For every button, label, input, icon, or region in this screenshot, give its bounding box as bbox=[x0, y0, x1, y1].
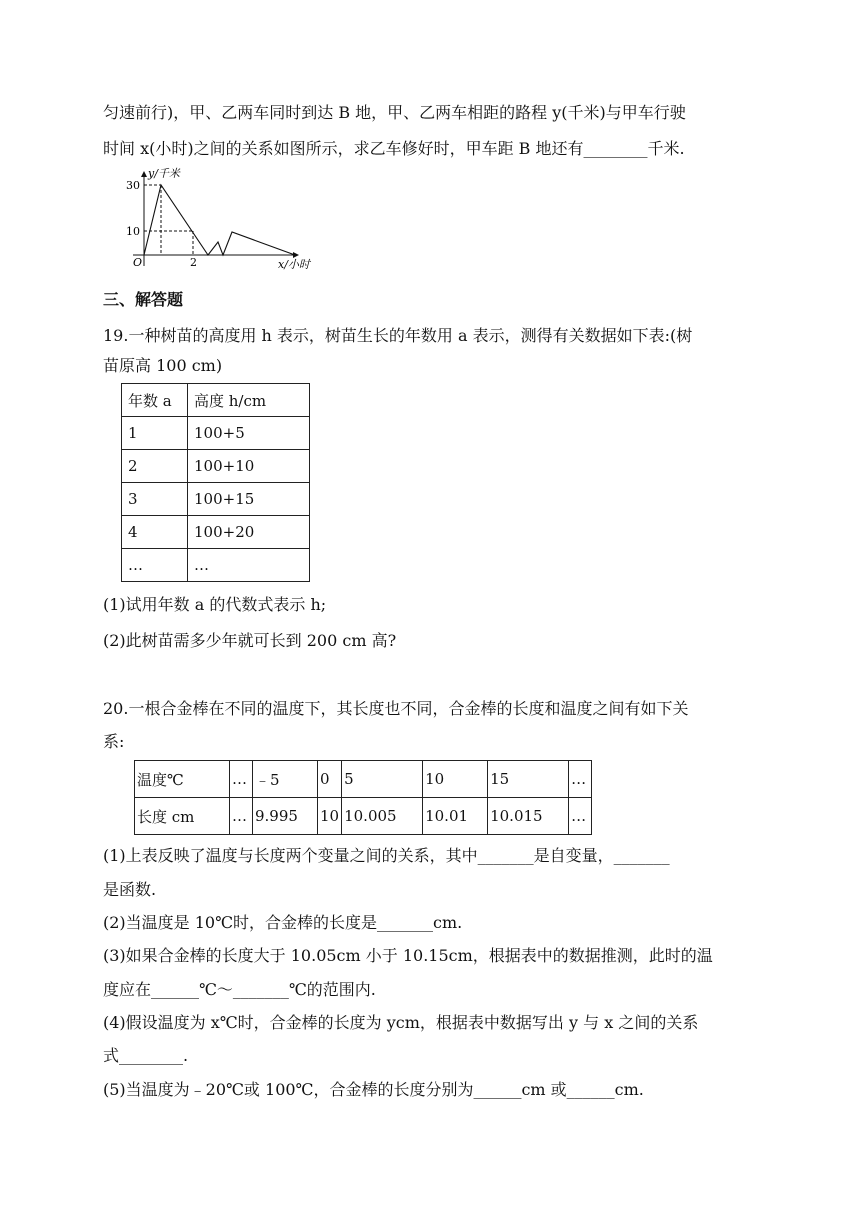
q19-line1: 19.一种树苗的高度用 h 表示，树苗生长的年数用 a 表示，测得有关数据如下表:(树 bbox=[103, 326, 693, 345]
table-cell: 10 bbox=[423, 761, 488, 798]
table-cell: 5 bbox=[342, 761, 423, 798]
table-cell: … bbox=[230, 761, 253, 798]
table-row-length bbox=[135, 798, 592, 835]
table-cell: 15 bbox=[488, 761, 569, 798]
table-cell: … bbox=[188, 549, 310, 582]
alloy-length-table bbox=[134, 760, 592, 835]
table-cell: 100+15 bbox=[188, 483, 310, 516]
table-cell: 3 bbox=[122, 483, 188, 516]
q18-line1: 匀速前行)，甲、乙两车同时到达 B 地，甲、乙两车相距的路程 y(千米)与甲车行驶 bbox=[103, 103, 686, 122]
x-tick-2: 2 bbox=[190, 256, 197, 269]
table-row bbox=[122, 483, 310, 516]
y-tick-10: 10 bbox=[126, 225, 140, 238]
table-header-cell: 年数 a bbox=[122, 384, 188, 417]
q20-sub1b: 是函数. bbox=[103, 880, 157, 899]
q20-sub5: (5)当温度为﹣20℃或 100℃，合金棒的长度分别为______cm 或______cm. bbox=[103, 1080, 644, 1099]
x-axis-label: x/小时 bbox=[278, 258, 310, 271]
q20-sub3b: 度应在______℃～_______℃的范围内. bbox=[103, 980, 376, 999]
q18-line2: 时间 x(小时)之间的关系如图所示，求乙车修好时，甲车距 B 地还有________千米. bbox=[103, 139, 685, 158]
q20-line2: 系: bbox=[103, 732, 125, 751]
table-cell: 10.005 bbox=[342, 798, 423, 835]
q20-sub4a: (4)假设温度为 x℃时，合金棒的长度为 ycm，根据表中数据写出 y 与 x 之间的关系 bbox=[103, 1013, 699, 1032]
tree-height-table bbox=[121, 383, 310, 582]
distance-polyline bbox=[144, 185, 295, 255]
q20-line1: 20.一根合金棒在不同的温度下，其长度也不同，合金棒的长度和温度之间有如下关 bbox=[103, 699, 689, 718]
q19-sub2: (2)此树苗需多少年就可长到 200 cm 高? bbox=[103, 631, 397, 650]
table-cell: 1 bbox=[122, 417, 188, 450]
q20-sub4b: 式________. bbox=[103, 1046, 189, 1065]
table-cell: … bbox=[569, 798, 592, 835]
table-cell: 0 bbox=[318, 761, 342, 798]
table-row bbox=[122, 549, 310, 582]
y-tick-30: 30 bbox=[126, 179, 140, 192]
table-row bbox=[122, 417, 310, 450]
table-cell: 10.01 bbox=[423, 798, 488, 835]
table-cell: ﹣5 bbox=[253, 761, 318, 798]
q19-sub1: (1)试用年数 a 的代数式表示 h; bbox=[103, 595, 327, 614]
table-cell: 温度℃ bbox=[135, 761, 230, 798]
table-row-temperature bbox=[135, 761, 592, 798]
table-cell: 100+20 bbox=[188, 516, 310, 549]
table-cell: … bbox=[230, 798, 253, 835]
table-cell: 4 bbox=[122, 516, 188, 549]
table-row bbox=[122, 516, 310, 549]
table-header-row bbox=[122, 384, 310, 417]
y-axis-label: y/千米 bbox=[148, 167, 180, 180]
table-cell: 100+10 bbox=[188, 450, 310, 483]
q20-sub1a: (1)上表反映了温度与长度两个变量之间的关系，其中_______是自变量，_______ bbox=[103, 846, 670, 865]
table-cell: 100+5 bbox=[188, 417, 310, 450]
table-cell: … bbox=[122, 549, 188, 582]
q19-line2: 苗原高 100 cm) bbox=[103, 356, 223, 375]
q20-sub3a: (3)如果合金棒的长度大于 10.05cm 小于 10.15cm，根据表中的数据推测，此时的温 bbox=[103, 946, 713, 965]
section-heading: 三、解答题 bbox=[103, 290, 184, 309]
table-cell: 2 bbox=[122, 450, 188, 483]
q20-sub2: (2)当温度是 10℃时，合金棒的长度是_______cm. bbox=[103, 913, 463, 932]
table-cell: 长度 cm bbox=[135, 798, 230, 835]
table-cell: … bbox=[569, 761, 592, 798]
table-cell: 10 bbox=[318, 798, 342, 835]
distance-time-graph bbox=[118, 166, 333, 271]
table-cell: 9.995 bbox=[253, 798, 318, 835]
table-header-cell: 高度 h/cm bbox=[188, 384, 310, 417]
origin-label: O bbox=[133, 256, 143, 269]
table-row bbox=[122, 450, 310, 483]
table-cell: 10.015 bbox=[488, 798, 569, 835]
